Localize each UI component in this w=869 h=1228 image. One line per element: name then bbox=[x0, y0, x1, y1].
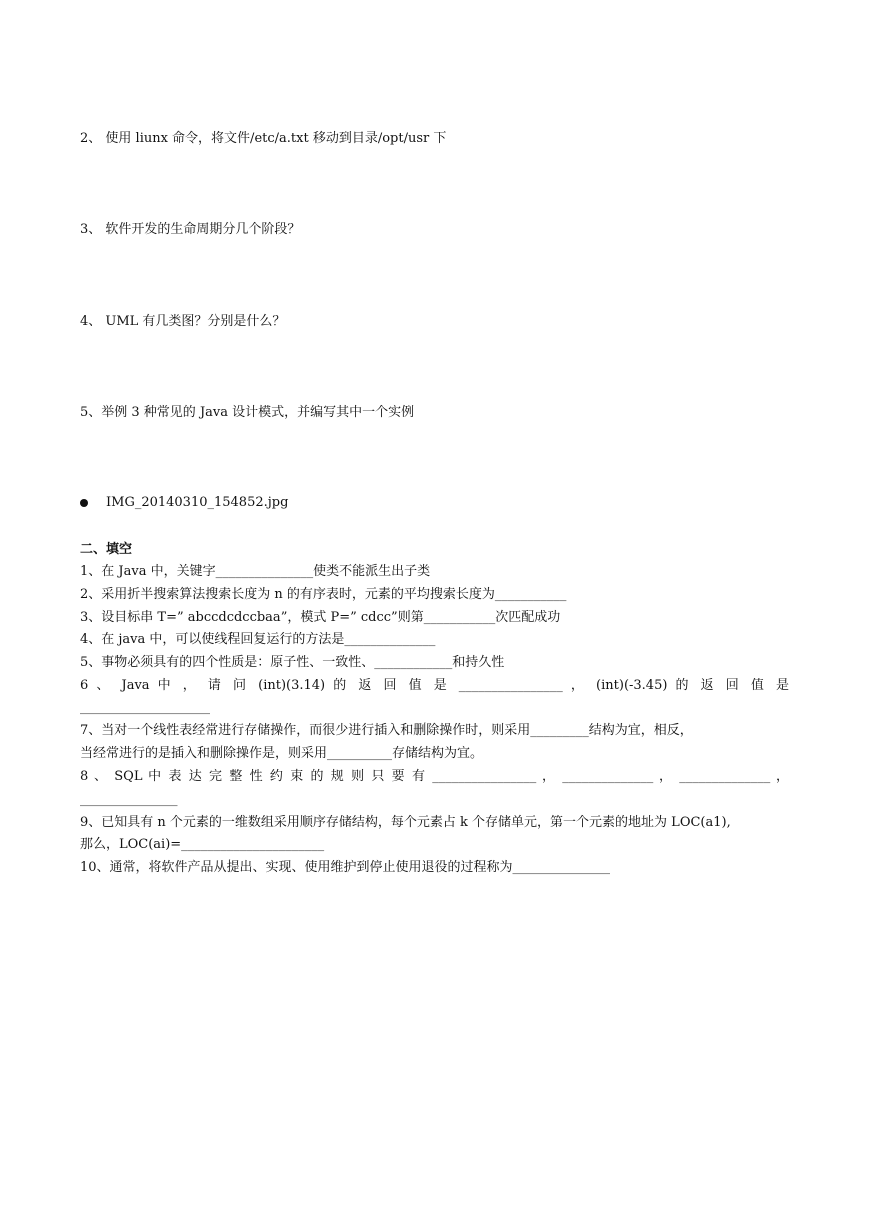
fill-item: 3、设目标串 T=” abccdcdccbaa”，模式 P=” cdcc”则第___________次匹配成功 bbox=[80, 610, 561, 625]
fill-item: 5、事物必须具有的四个性质是：原子性、一致性、____________和持久性 bbox=[80, 655, 505, 670]
fill-item-continuation: 当经常进行的是插入和删除操作是，则采用__________存储结构为宜。 bbox=[80, 746, 484, 761]
fill-item: 2、采用折半搜索算法搜索长度为 n 的有序表时，元素的平均搜索长度为___________ bbox=[80, 587, 567, 602]
fill-item: 9、已知具有 n 个元素的一维数组采用顺序存储结构，每个元素占 k 个存储单元，第一个元素的地址为 LOC(a1), bbox=[80, 815, 731, 830]
fill-item: 4、在 java 中，可以使线程回复运行的方法是______________ bbox=[80, 632, 436, 647]
fill-item: 10、通常，将软件产品从提出、实现、使用维护到停止使用退役的过程称为_______________ bbox=[80, 860, 611, 875]
fill-item: 7、当对一个线性表经常进行存储操作，而很少进行插入和删除操作时，则采用_________结构为宜，相反， bbox=[80, 723, 693, 738]
fill-item: 8 、 SQL 中 表 达 完 整 性 约 束 的 规 则 只 要 有 ________________ ， ______________ ， ______________ ， bbox=[80, 769, 789, 784]
question-5: 5、举例 3 种常见的 Java 设计模式，并编写其中一个实例 bbox=[80, 405, 415, 420]
question-3: 3、 软件开发的生命周期分几个阶段？ bbox=[80, 222, 301, 237]
fill-item-continuation: 那么，LOC(ai)=______________________ bbox=[80, 837, 325, 852]
fill-item: 6 、 Java 中 ， 请 问 (int)(3.14) 的 返 回 值 是 ________________ ， (int)(-3.45) 的 返 回 值 是 bbox=[80, 678, 789, 693]
attachment-filename[interactable]: IMG_20140310_154852.jpg bbox=[106, 495, 289, 510]
question-2: 2、 使用 liunx 命令，将文件/etc/a.txt 移动到目录/opt/usr 下 bbox=[80, 131, 447, 146]
attachment-item[interactable] bbox=[80, 495, 288, 510]
fill-item: 1、在 Java 中，关键字_______________使类不能派生出子类 bbox=[80, 564, 431, 579]
section-title: 二、填空 bbox=[80, 542, 133, 557]
fill-item-continuation: _______________ bbox=[80, 792, 178, 807]
fill-item-continuation: ____________________ bbox=[80, 700, 210, 715]
question-4: 4、 UML 有几类图？分别是什么？ bbox=[80, 314, 286, 329]
bullet-icon bbox=[80, 499, 88, 507]
